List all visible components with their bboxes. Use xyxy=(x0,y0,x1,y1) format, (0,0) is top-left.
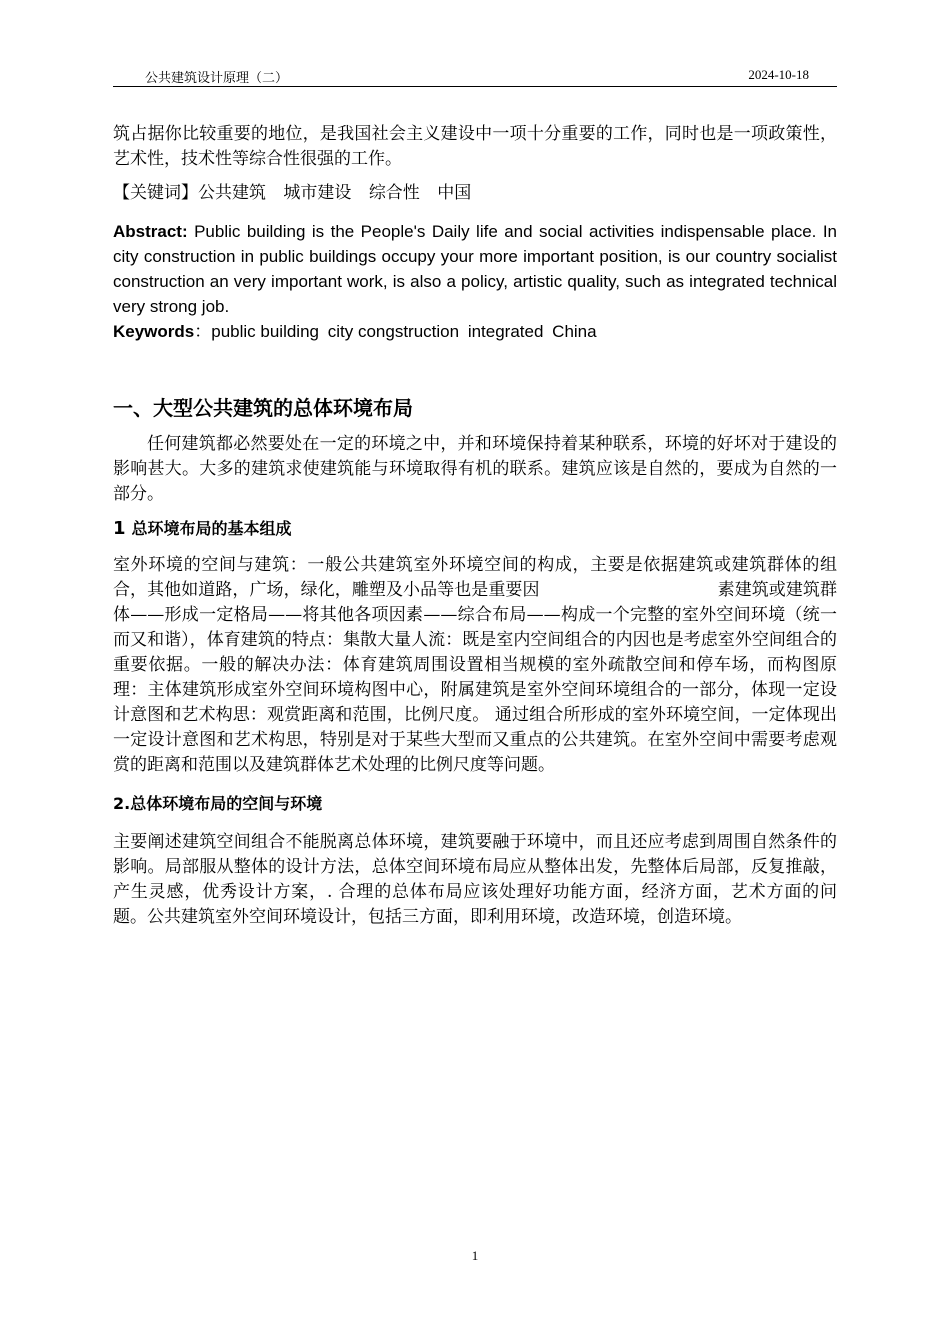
keyword-en-item: public building xyxy=(211,322,319,341)
keywords-cn xyxy=(113,181,837,206)
page-number: 1 xyxy=(471,1248,479,1263)
subsection-title: 总环境布局的基本组成 xyxy=(131,519,292,538)
subsection-heading: 2.总体环境布局的空间与环境 xyxy=(113,794,323,813)
subsection-paragraph xyxy=(113,553,837,778)
paragraph-text: 室外环境的空间与建筑：一般公共建筑室外环境空间的构成，主要是依据建筑或建筑群体的组合，其他如道路，广场，绿化，雕塑及小品等也是重要因 xyxy=(113,555,837,600)
abstract-label: Abstract: xyxy=(113,222,188,241)
keyword-cn-item: 城市建设 xyxy=(283,183,352,203)
keyword-en-item: city congstruction xyxy=(327,322,460,341)
keyword-en-item: integrated xyxy=(467,322,544,341)
paragraph-text: 素 xyxy=(717,580,735,600)
header-date: 2024-10-18 xyxy=(748,67,809,82)
subsection-paragraph: 主要阐述建筑空间组合不能脱离总体环境，建筑要融于环境中，而且还应考虑到周围自然条件的影响。局部服从整体的设计方法，总体空间环境布局应从整体出发，先整体后局部，反复推敲，产生灵感，优秀设计方案，. 合理的总体布局应该处理好功能方面，经济方面，艺术方面的问题。公共建筑室外空间环境设计，包括三方面，即利用环境，改造环境，创造环境。 xyxy=(113,832,837,927)
keywords-cn-label: 【关键词】 xyxy=(113,183,198,203)
keyword-en-item: China xyxy=(552,322,597,341)
subsection-number: 1 xyxy=(113,518,126,539)
keyword-cn-item: 公共建筑 xyxy=(198,183,266,203)
section-heading: 一、大型公共建筑的总体环境布局 xyxy=(113,396,413,420)
subsection-heading xyxy=(113,517,837,541)
intro-paragraph: 筑占据你比较重要的地位，是我国社会主义建设中一项十分重要的工作，同时也是一项政策性，艺术性，技术性等综合性很强的工作。 xyxy=(113,124,837,169)
document-body xyxy=(113,122,837,930)
abstract-text: Public building is the People's Daily life and social activities indispensable place. In city construction in public buildings occupy your more important position, is our country socialist construction an very important work, is also a policy, artistic quality, such as integrated technical very strong job. xyxy=(113,222,837,316)
section-paragraph: 任何建筑都必然要处在一定的环境之中，并和环境保持着某种联系，环境的好坏对于建设的影响甚大。大多的建筑求使建筑能与环境取得有机的联系。建筑应该是自然的，要成为自然的一部分。 xyxy=(113,434,837,504)
header-title: 公共建筑设计原理（二） xyxy=(145,70,289,85)
paragraph-text: 建筑或建筑群体——形成一定格局——将其他各项因素——综合布局——构成一个完整的室外空间环境（统一而又和谐），体育建筑的特点：集散大量人流：既是室内空间组合的内因也是考虑室外空间组合的重要依据。一般的解决办法：体育建筑周围设置相当规模的室外疏散空间和停车场，而构图原理：主体建筑形成室外空间环境构图中心，附属建筑是室外空间环境组合的一部分，体现一定设计意图和艺术构思：观赏距离和范围，比例尺度。 通过组合所形成的室外环境空间，一定体现出一定设计意图和艺术构思，特别是对于某些大型而又重点的公共建筑。在室外空间中需要考虑观赏的距离和范围以及建筑群体艺术处理的比例尺度等问题。 xyxy=(113,580,837,775)
keywords-en xyxy=(113,319,837,344)
page-header xyxy=(113,64,837,87)
keywords-en-colon: ： xyxy=(194,322,212,341)
abstract xyxy=(113,219,837,319)
keyword-cn-item: 中国 xyxy=(437,183,472,203)
keyword-cn-item: 综合性 xyxy=(368,183,420,203)
keywords-en-label: Keywords xyxy=(113,322,195,341)
